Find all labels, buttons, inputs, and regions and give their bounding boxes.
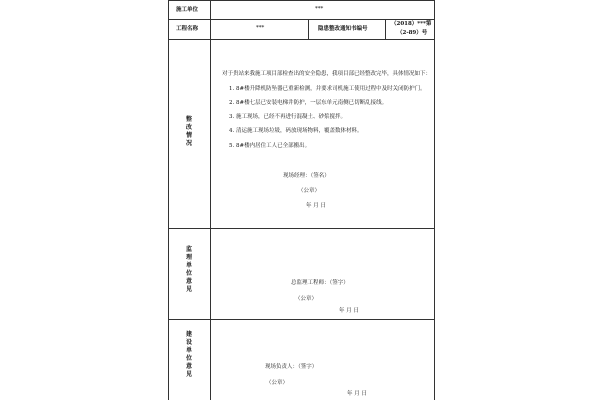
supervision-date: 年 月 日 [339,308,359,314]
label-column-divider [210,0,211,400]
supervision-signer: 总监理工程师：（签字） [291,280,349,286]
notice-number-value-line2: （2-89）号 [397,30,428,36]
supervision-section-label: 监理单位意见 [185,246,192,293]
rectification-intro: 对于贵站来我施工项目部检查出的安全隐患，我项目部已经整改完毕，具体情况如下： [222,71,432,77]
rectification-item: 2. 8#楼七层已安装电梯井防护，一层东单元南侧已切断乱接线。 [229,100,388,106]
notice-number-label: 隐患整改通知书编号 [318,26,368,32]
owner-section-label: 建设单位意见 [185,331,192,378]
row-divider [168,19,435,20]
row-divider [168,228,435,229]
row-divider [168,39,435,40]
construction-unit-label: 施工单位 [176,7,199,13]
owner-signer: 现场负责人：（签字） [265,364,318,370]
rectification-section-label: 整改情况 [185,116,192,147]
rectification-item: 1. 8#楼升降机防坠器已重新检测，并要求司机施工使用过程中及时关闭防护门。 [229,86,426,92]
row-divider [168,319,435,320]
rectification-signer: 现场经理：（签名） [283,173,330,179]
rectification-item: 4. 清运施工现场垃圾，码放现场物料，覆盖数体材料。 [229,128,363,134]
owner-date: 年 月 日 [347,391,367,397]
rectification-seal: （公章） [298,188,321,194]
cell-divider [385,19,386,39]
owner-seal: （公章） [266,380,289,386]
construction-unit-value: *** [315,6,324,12]
row-divider [168,0,435,1]
project-name-label: 工程名称 [176,26,199,32]
supervision-seal: （公章） [295,296,318,302]
cell-divider [308,19,309,39]
form-frame [168,0,435,400]
notice-number-value-line1: （2018）***第 [391,21,432,27]
rectification-item: 5. 8#楼内居住工人已全部搬出。 [229,143,311,149]
rectification-item: 3. 施工现场，已经不再进行混凝土、砂浆搅拌。 [229,114,346,120]
project-name-value: *** [256,25,265,31]
rectification-date: 年 月 日 [306,203,326,209]
